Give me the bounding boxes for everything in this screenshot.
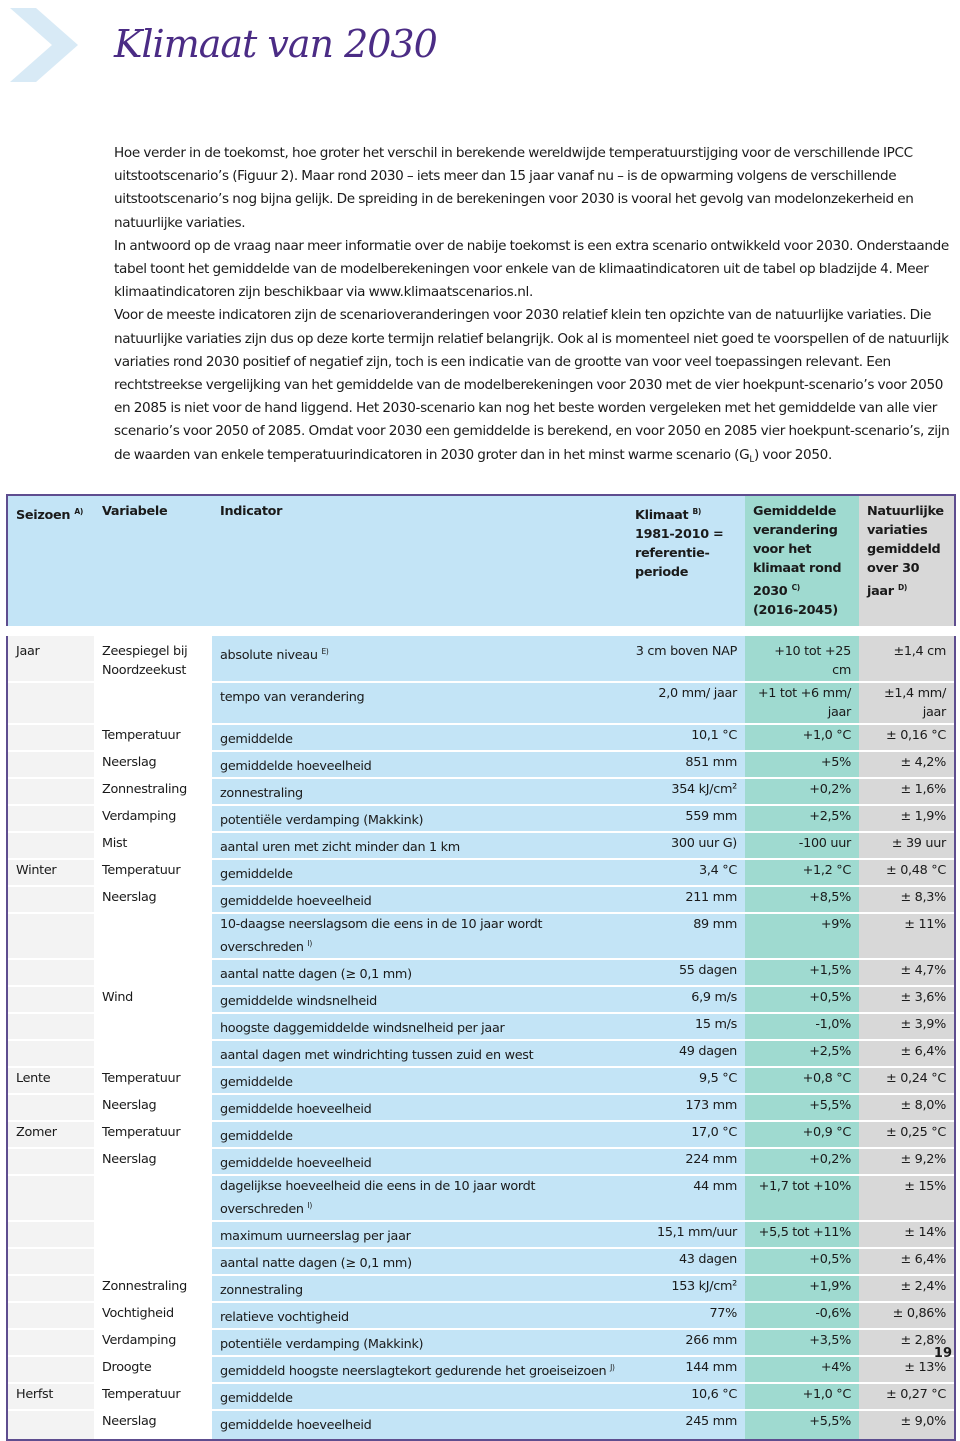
change-value-cell: +2,5% xyxy=(745,1040,859,1067)
table-row xyxy=(7,832,955,859)
table-row xyxy=(7,631,955,682)
variable-cell: Verdamping xyxy=(94,805,212,832)
season-cell xyxy=(7,1221,94,1248)
natural-variation-cell: ± 15% xyxy=(859,1175,955,1221)
season-cell xyxy=(7,986,94,1013)
natural-variation-cell: ± 0,16 °C xyxy=(859,724,955,751)
climate-table xyxy=(6,494,956,1441)
climate-value-cell: 266 mm xyxy=(627,1329,745,1356)
natural-variation-cell: ± 3,9% xyxy=(859,1013,955,1040)
change-value-cell: +0,8 °C xyxy=(745,1067,859,1094)
climate-value-cell: 44 mm xyxy=(627,1175,745,1221)
change-value-cell: +1,7 tot +10% xyxy=(745,1175,859,1221)
change-value-cell: +1 tot +6 mm/ jaar xyxy=(745,682,859,724)
header-indicator: Indicator xyxy=(212,495,627,631)
table-row xyxy=(7,859,955,886)
table-row xyxy=(7,1410,955,1440)
footnote-marker: I) xyxy=(307,939,313,948)
change-value-cell: +5% xyxy=(745,751,859,778)
natural-variation-cell: ± 9,0% xyxy=(859,1410,955,1440)
variable-cell: Verdamping xyxy=(94,1329,212,1356)
natural-variation-cell: ± 14% xyxy=(859,1221,955,1248)
variable-cell: Neerslag xyxy=(94,886,212,913)
indicator-cell: maximum uurneerslag per jaar xyxy=(212,1221,627,1248)
natural-variation-cell: ± 39 uur xyxy=(859,832,955,859)
climate-value-cell: 211 mm xyxy=(627,886,745,913)
variable-cell: Temperatuur xyxy=(94,1383,212,1410)
climate-value-cell: 144 mm xyxy=(627,1356,745,1383)
climate-value-cell: 2,0 mm/ jaar xyxy=(627,682,745,724)
indicator-cell: potentiële verdamping (Makkink) xyxy=(212,805,627,832)
header-variable: Variabele xyxy=(94,495,212,631)
table-row xyxy=(7,886,955,913)
change-value-cell: +9% xyxy=(745,913,859,959)
table-row xyxy=(7,1329,955,1356)
change-value-cell: +5,5% xyxy=(745,1094,859,1121)
table-row xyxy=(7,1148,955,1175)
indicator-cell: aantal natte dagen (≥ 0,1 mm) xyxy=(212,1248,627,1275)
natural-variation-cell: ± 0,48 °C xyxy=(859,859,955,886)
change-value-cell: +0,9 °C xyxy=(745,1121,859,1148)
table-row xyxy=(7,1383,955,1410)
indicator-cell: tempo van verandering xyxy=(212,682,627,724)
natural-variation-cell: ± 0,86% xyxy=(859,1302,955,1329)
climate-value-cell: 43 dagen xyxy=(627,1248,745,1275)
variable-cell xyxy=(94,1175,212,1221)
variable-cell: Temperatuur xyxy=(94,859,212,886)
table-row xyxy=(7,724,955,751)
climate-value-cell: 3 cm boven NAP xyxy=(627,631,745,682)
climate-value-cell: 49 dagen xyxy=(627,1040,745,1067)
header-change: Gemiddelde verandering voor het klimaat rond 2030 $^{C)}$ (2016-2045) xyxy=(745,495,859,631)
season-cell xyxy=(7,832,94,859)
season-cell xyxy=(7,886,94,913)
table-row xyxy=(7,1356,955,1383)
variable-cell: Neerslag xyxy=(94,1148,212,1175)
season-cell xyxy=(7,1356,94,1383)
season-cell xyxy=(7,1013,94,1040)
table-row xyxy=(7,805,955,832)
season-cell xyxy=(7,1410,94,1440)
season-cell xyxy=(7,805,94,832)
climate-value-cell: 153 kJ/cm² xyxy=(627,1275,745,1302)
variable-cell xyxy=(94,959,212,986)
intro-paragraph-3: Voor de meeste indicatoren zijn de scenarioveranderingen voor 2030 relatief klein ten opzichte van de natuurlijke variaties. Die natuurlijke variaties zijn dus op deze korte termijn relatief belangrijk. Ook al is momenteel niet goed te voorspellen of de natuurlijk variaties rond 2030 positief of negatief zijn, toch is een indicatie van de grootte van voor veel toepassingen relevant. Een rechtstreekse vergelijking van het gemiddelde van de modelberekeningen voor 2030 met de vier hoekpunt-scenario’s voor 2050 en 2085 is niet voor de hand liggend. Het 2030-scenario kan nog het beste worden vergeleken met het gemiddelde van alle vier scenario’s voor 2050 of 2085. Omdat voor 2030 een gemiddelde is berekend, en voor 2050 en 2085 vier hoekpunt-scenario’s, zijn de waarden van enkele temperatuurindicatoren in 2030 groter dan in het minst warme scenario $(G_L)$ voor 2050. xyxy=(114,307,950,465)
season-cell xyxy=(7,959,94,986)
table-row xyxy=(7,1275,955,1302)
change-value-cell: +0,5% xyxy=(745,986,859,1013)
climate-value-cell: 559 mm xyxy=(627,805,745,832)
variable-cell: Vochtigheid xyxy=(94,1302,212,1329)
indicator-cell: potentiële verdamping (Makkink) xyxy=(212,1329,627,1356)
table-header-row xyxy=(7,495,955,631)
natural-variation-cell: ± 3,6% xyxy=(859,986,955,1013)
header-season: Seizoen $^{A)}$ xyxy=(7,495,94,631)
indicator-cell: gemiddelde hoeveelheid xyxy=(212,1148,627,1175)
climate-value-cell: 9,5 °C xyxy=(627,1067,745,1094)
climate-value-cell: 173 mm xyxy=(627,1094,745,1121)
indicator-cell: gemiddelde hoeveelheid xyxy=(212,1094,627,1121)
header-natural: Natuurlijke variaties gemiddeld over 30 jaar $^{D)}$ xyxy=(859,495,955,631)
season-cell: Jaar xyxy=(7,631,94,682)
natural-variation-cell: ± 4,7% xyxy=(859,959,955,986)
change-value-cell: +4% xyxy=(745,1356,859,1383)
season-cell xyxy=(7,913,94,959)
chevron-right-icon xyxy=(6,4,80,86)
natural-variation-cell: ± 0,24 °C xyxy=(859,1067,955,1094)
variable-cell: Zonnestraling xyxy=(94,1275,212,1302)
climate-value-cell: 6,9 m/s xyxy=(627,986,745,1013)
table-row xyxy=(7,778,955,805)
change-value-cell: -1,0% xyxy=(745,1013,859,1040)
indicator-cell: gemiddelde xyxy=(212,724,627,751)
indicator-cell: aantal uren met zicht minder dan 1 km xyxy=(212,832,627,859)
natural-variation-cell: ± 0,25 °C xyxy=(859,1121,955,1148)
intro-text xyxy=(114,142,954,472)
climate-value-cell: 3,4 °C xyxy=(627,859,745,886)
footnote-marker: E) xyxy=(321,647,329,656)
change-value-cell: -100 uur xyxy=(745,832,859,859)
indicator-cell: aantal natte dagen (≥ 0,1 mm) xyxy=(212,959,627,986)
table-row xyxy=(7,1013,955,1040)
natural-variation-cell: ± 8,3% xyxy=(859,886,955,913)
climate-value-cell: 851 mm xyxy=(627,751,745,778)
climate-value-cell: 15 m/s xyxy=(627,1013,745,1040)
season-cell xyxy=(7,682,94,724)
natural-variation-cell: ± 0,27 °C xyxy=(859,1383,955,1410)
indicator-cell: 10-daagse neerslagsom die eens in de 10 jaar wordt overschreden $^{I)}$ xyxy=(212,913,627,959)
season-cell xyxy=(7,724,94,751)
climate-value-cell: 15,1 mm/uur xyxy=(627,1221,745,1248)
indicator-cell: gemiddelde hoeveelheid xyxy=(212,1410,627,1440)
season-cell xyxy=(7,1148,94,1175)
indicator-cell: zonnestraling xyxy=(212,778,627,805)
climate-value-cell: 89 mm xyxy=(627,913,745,959)
variable-cell xyxy=(94,1013,212,1040)
intro-paragraph-2: In antwoord op de vraag naar meer informatie over de nabije toekomst is een extra scenario ontwikkeld voor 2030. Onderstaande tabel toont het gemiddelde van de modelberekeningen voor enkele van de klimaatindicatoren uit de tabel op bladzijde 4. Meer klimaatindicatoren zijn beschikbaar via www.klimaatscenarios.nl. xyxy=(114,237,949,301)
change-value-cell: +8,5% xyxy=(745,886,859,913)
table-row xyxy=(7,751,955,778)
indicator-cell: dagelijkse hoeveelheid die eens in de 10 jaar wordt overschreden $^{I)}$ xyxy=(212,1175,627,1221)
indicator-cell: zonnestraling xyxy=(212,1275,627,1302)
change-value-cell: +1,0 °C xyxy=(745,1383,859,1410)
season-cell xyxy=(7,1175,94,1221)
variable-cell: Mist xyxy=(94,832,212,859)
indicator-cell: gemiddelde xyxy=(212,1067,627,1094)
indicator-cell: gemiddelde hoeveelheid xyxy=(212,886,627,913)
change-value-cell: +10 tot +25 cm xyxy=(745,631,859,682)
variable-cell xyxy=(94,913,212,959)
natural-variation-cell: ± 1,6% xyxy=(859,778,955,805)
table-row xyxy=(7,1302,955,1329)
variable-cell: Temperatuur xyxy=(94,1121,212,1148)
season-cell xyxy=(7,1329,94,1356)
variable-cell xyxy=(94,682,212,724)
natural-variation-cell: ±1,4 mm/ jaar xyxy=(859,682,955,724)
variable-cell: Neerslag xyxy=(94,1094,212,1121)
table-row xyxy=(7,1094,955,1121)
climate-value-cell: 10,6 °C xyxy=(627,1383,745,1410)
page-title: Klimaat van 2030 xyxy=(114,22,437,66)
change-value-cell: +5,5 tot +11% xyxy=(745,1221,859,1248)
change-value-cell: +1,2 °C xyxy=(745,859,859,886)
climate-value-cell: 224 mm xyxy=(627,1148,745,1175)
table-row xyxy=(7,1221,955,1248)
change-value-cell: +2,5% xyxy=(745,805,859,832)
table-row xyxy=(7,1067,955,1094)
indicator-cell: aantal dagen met windrichting tussen zuid en west xyxy=(212,1040,627,1067)
natural-variation-cell: ± 6,4% xyxy=(859,1248,955,1275)
climate-value-cell: 300 uur G) xyxy=(627,832,745,859)
table-row xyxy=(7,1175,955,1221)
natural-variation-cell: ±1,4 cm xyxy=(859,631,955,682)
table-row xyxy=(7,682,955,724)
table-row xyxy=(7,1040,955,1067)
natural-variation-cell: ± 8,0% xyxy=(859,1094,955,1121)
indicator-cell: hoogste daggemiddelde windsnelheid per jaar xyxy=(212,1013,627,1040)
table-row xyxy=(7,986,955,1013)
table-row xyxy=(7,913,955,959)
table-row xyxy=(7,959,955,986)
variable-cell: Neerslag xyxy=(94,751,212,778)
footnote-marker: J) xyxy=(610,1363,615,1372)
change-value-cell: +0,2% xyxy=(745,1148,859,1175)
natural-variation-cell: ± 2,8% xyxy=(859,1329,955,1356)
climate-value-cell: 17,0 °C xyxy=(627,1121,745,1148)
season-cell xyxy=(7,751,94,778)
season-cell xyxy=(7,1302,94,1329)
indicator-cell: gemiddelde xyxy=(212,1121,627,1148)
table-row xyxy=(7,1248,955,1275)
indicator-cell: gemiddeld hoogste neerslagtekort gedurende het groeiseizoen $^{J)}$ xyxy=(212,1356,627,1383)
indicator-cell: relatieve vochtigheid xyxy=(212,1302,627,1329)
season-cell xyxy=(7,1040,94,1067)
indicator-cell: gemiddelde xyxy=(212,859,627,886)
variable-cell xyxy=(94,1248,212,1275)
season-cell: Herfst xyxy=(7,1383,94,1410)
variable-cell: Zonnestraling xyxy=(94,778,212,805)
variable-cell: Droogte xyxy=(94,1356,212,1383)
climate-value-cell: 10,1 °C xyxy=(627,724,745,751)
indicator-cell: gemiddelde hoeveelheid xyxy=(212,751,627,778)
natural-variation-cell: ± 1,9% xyxy=(859,805,955,832)
variable-cell xyxy=(94,1221,212,1248)
header-climate: Klimaat $^{B)}$ 1981-2010 = referentie-periode xyxy=(627,495,745,631)
indicator-cell: absolute niveau $^{E)}$ xyxy=(212,631,627,682)
indicator-cell: gemiddelde windsnelheid xyxy=(212,986,627,1013)
change-value-cell: +1,5% xyxy=(745,959,859,986)
variable-cell: Neerslag xyxy=(94,1410,212,1440)
natural-variation-cell: ± 6,4% xyxy=(859,1040,955,1067)
page-number: 19 xyxy=(933,1346,952,1361)
change-value-cell: +1,9% xyxy=(745,1275,859,1302)
season-cell xyxy=(7,1094,94,1121)
season-cell: Winter xyxy=(7,859,94,886)
footnote-marker: I) xyxy=(307,1201,313,1210)
change-value-cell: +0,5% xyxy=(745,1248,859,1275)
climate-value-cell: 354 kJ/cm² xyxy=(627,778,745,805)
climate-value-cell: 55 dagen xyxy=(627,959,745,986)
change-value-cell: -0,6% xyxy=(745,1302,859,1329)
variable-cell: Zeespiegel bij Noordzeekust xyxy=(94,631,212,682)
indicator-cell: gemiddelde xyxy=(212,1383,627,1410)
change-value-cell: +0,2% xyxy=(745,778,859,805)
variable-cell: Temperatuur xyxy=(94,724,212,751)
variable-cell xyxy=(94,1040,212,1067)
season-cell xyxy=(7,1248,94,1275)
change-value-cell: +1,0 °C xyxy=(745,724,859,751)
natural-variation-cell: ± 2,4% xyxy=(859,1275,955,1302)
variable-cell: Wind xyxy=(94,986,212,1013)
intro-paragraph-1: Hoe verder in de toekomst, hoe groter het verschil in berekende wereldwijde temperatuurstijging voor de verschillende IPCC uitstootscenario’s (Figuur 2). Maar rond 2030 – iets meer dan 15 jaar vanaf nu – is de opwarming volgens de verschillende uitstootscenario’s nog bijna gelijk. De spreiding in de berekeningen voor 2030 is vooral het gevolg van modelonzekerheid en natuurlijke variaties. xyxy=(114,145,914,231)
season-cell xyxy=(7,1275,94,1302)
change-value-cell: +3,5% xyxy=(745,1329,859,1356)
season-cell: Zomer xyxy=(7,1121,94,1148)
natural-variation-cell: ± 9,2% xyxy=(859,1148,955,1175)
variable-cell: Temperatuur xyxy=(94,1067,212,1094)
natural-variation-cell: ± 13% xyxy=(859,1356,955,1383)
change-value-cell: +5,5% xyxy=(745,1410,859,1440)
table-row xyxy=(7,1121,955,1148)
climate-value-cell: 77% xyxy=(627,1302,745,1329)
season-cell xyxy=(7,778,94,805)
climate-value-cell: 245 mm xyxy=(627,1410,745,1440)
natural-variation-cell: ± 4,2% xyxy=(859,751,955,778)
season-cell: Lente xyxy=(7,1067,94,1094)
natural-variation-cell: ± 11% xyxy=(859,913,955,959)
